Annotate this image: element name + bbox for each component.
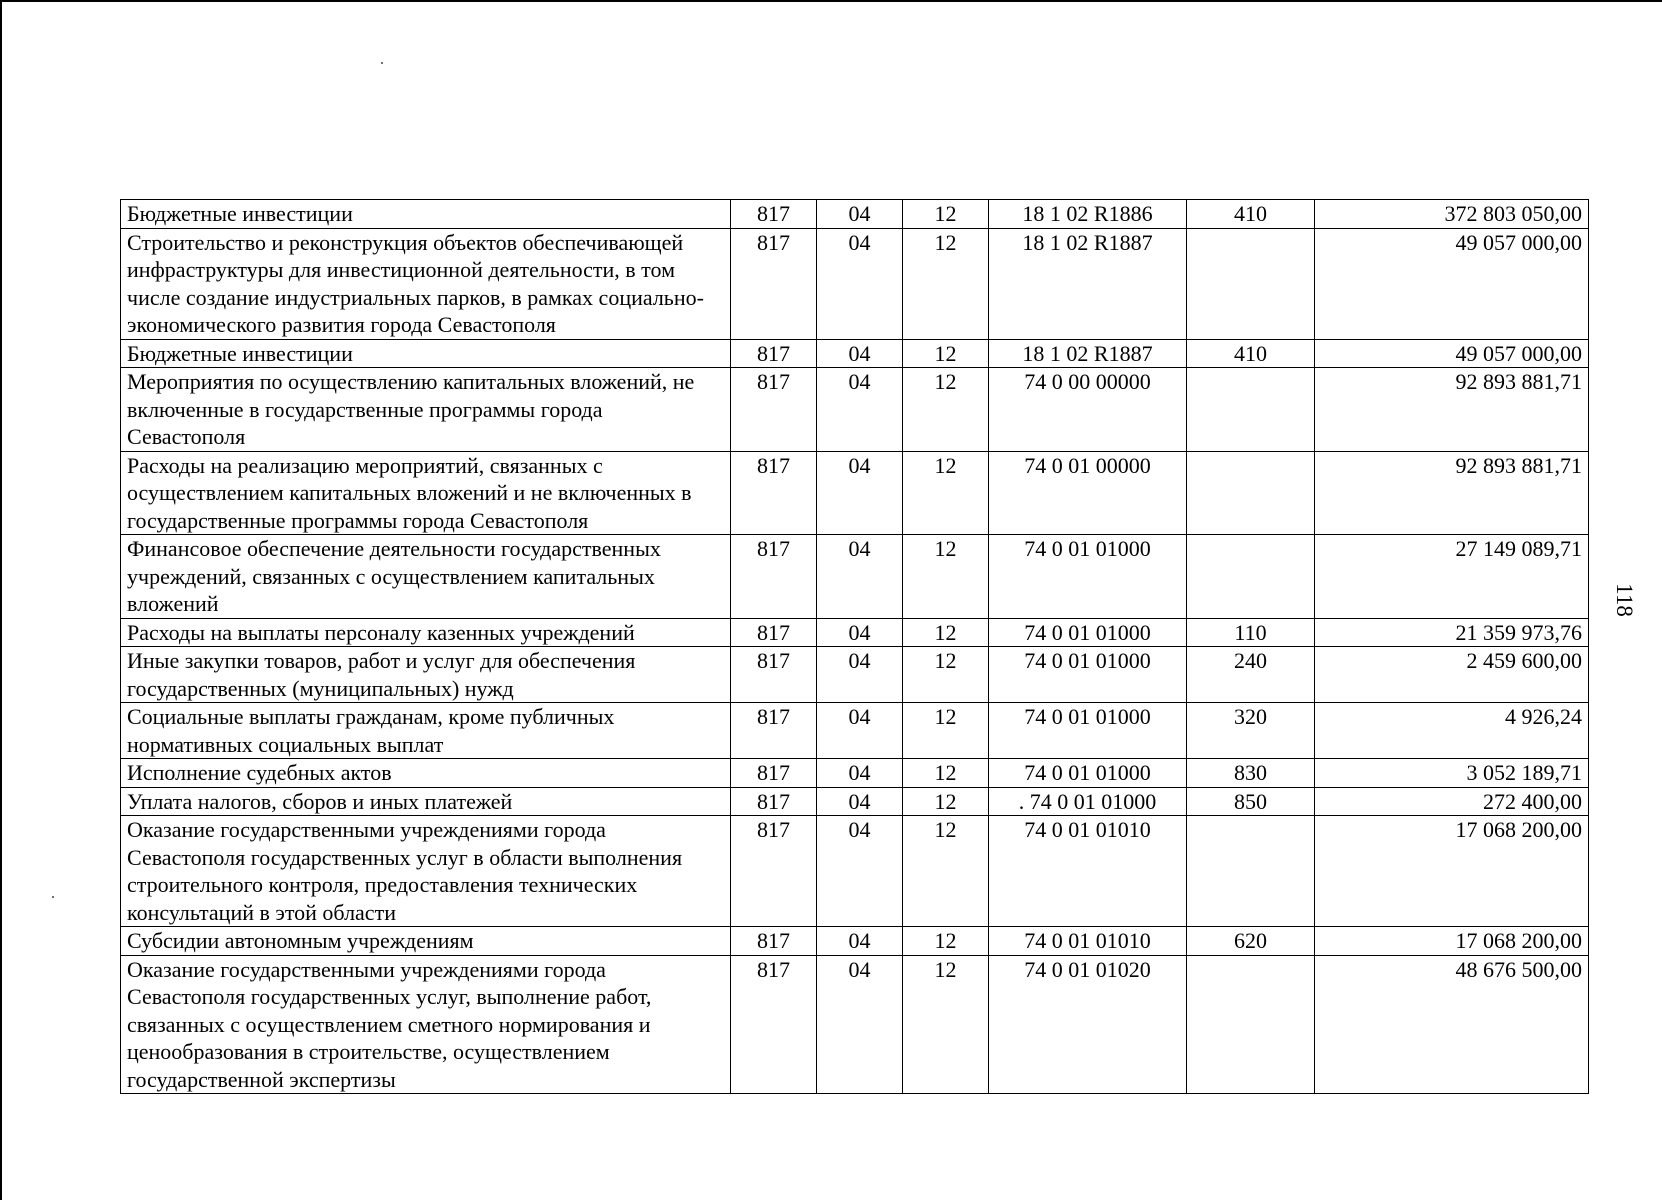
table-row: [121, 816, 1589, 927]
table-row: [121, 955, 1589, 1094]
amount-cell: 272 400,00: [1315, 787, 1589, 816]
ministry-code-cell: 817: [731, 339, 817, 368]
expense-name-cell: Субсидии автономным учреждениям: [121, 927, 731, 956]
expense-type-cell: 620: [1187, 927, 1315, 956]
expense-name-cell: Оказание государственными учреждениями города Севастополя государственных услуг в области выполнения строительного контроля, предоставления технических консультаций в этой области: [121, 816, 731, 927]
table-row: [121, 200, 1589, 229]
section-code-cell: 04: [817, 535, 903, 619]
section-code-cell: 04: [817, 451, 903, 535]
table-row: [121, 647, 1589, 703]
expense-name-cell: Иные закупки товаров, работ и услуг для обеспечения государственных (муниципальных) нужд: [121, 647, 731, 703]
scan-edge-left: [0, 0, 2, 1200]
subsection-code-cell: 12: [903, 816, 989, 927]
expense-type-cell: [1187, 228, 1315, 339]
section-code-cell: 04: [817, 200, 903, 229]
expense-type-cell: [1187, 535, 1315, 619]
section-code-cell: 04: [817, 759, 903, 788]
ministry-code-cell: 817: [731, 647, 817, 703]
ministry-code-cell: 817: [731, 955, 817, 1094]
target-article-cell: 74 0 01 01000: [989, 535, 1187, 619]
ministry-code-cell: 817: [731, 228, 817, 339]
scan-edge-top: [0, 0, 1662, 2]
amount-cell: 17 068 200,00: [1315, 927, 1589, 956]
expense-name-cell: Расходы на выплаты персоналу казенных учреждений: [121, 618, 731, 647]
table-row: [121, 451, 1589, 535]
subsection-code-cell: 12: [903, 647, 989, 703]
expense-type-cell: 320: [1187, 703, 1315, 759]
target-article-cell: . 74 0 01 01000: [989, 787, 1187, 816]
expense-type-cell: [1187, 368, 1315, 452]
expense-type-cell: 830: [1187, 759, 1315, 788]
table-row: [121, 339, 1589, 368]
expense-type-cell: 410: [1187, 200, 1315, 229]
amount-cell: 27 149 089,71: [1315, 535, 1589, 619]
section-code-cell: 04: [817, 339, 903, 368]
expense-type-cell: [1187, 955, 1315, 1094]
amount-cell: 2 459 600,00: [1315, 647, 1589, 703]
target-article-cell: 74 0 01 00000: [989, 451, 1187, 535]
target-article-cell: 74 0 01 01020: [989, 955, 1187, 1094]
subsection-code-cell: 12: [903, 228, 989, 339]
expense-type-cell: 110: [1187, 618, 1315, 647]
section-code-cell: 04: [817, 368, 903, 452]
section-code-cell: 04: [817, 647, 903, 703]
expense-name-cell: Исполнение судебных актов: [121, 759, 731, 788]
target-article-cell: 74 0 01 01010: [989, 816, 1187, 927]
subsection-code-cell: 12: [903, 339, 989, 368]
target-article-cell: 18 1 02 R1887: [989, 339, 1187, 368]
expense-type-cell: 240: [1187, 647, 1315, 703]
expense-name-cell: Оказание государственными учреждениями города Севастополя государственных услуг, выполнение работ, связанных с осуществлением сметного нормирования и ценообразования в строительстве, осуществлением государственной экспертизы: [121, 955, 731, 1094]
subsection-code-cell: 12: [903, 787, 989, 816]
section-code-cell: 04: [817, 703, 903, 759]
expense-name-cell: Уплата налогов, сборов и иных платежей: [121, 787, 731, 816]
scan-speck: [52, 896, 54, 898]
target-article-cell: 18 1 02 R1887: [989, 228, 1187, 339]
table-row: [121, 535, 1589, 619]
table-row: [121, 787, 1589, 816]
section-code-cell: 04: [817, 955, 903, 1094]
amount-cell: 49 057 000,00: [1315, 228, 1589, 339]
amount-cell: 4 926,24: [1315, 703, 1589, 759]
amount-cell: 372 803 050,00: [1315, 200, 1589, 229]
expense-type-cell: [1187, 451, 1315, 535]
section-code-cell: 04: [817, 787, 903, 816]
target-article-cell: 74 0 01 01010: [989, 927, 1187, 956]
expense-name-cell: Строительство и реконструкция объектов обеспечивающей инфраструктуры для инвестиционной деятельности, в том числе создание индустриальных парков, в рамках социально-экономического развития города Севастополя: [121, 228, 731, 339]
amount-cell: 17 068 200,00: [1315, 816, 1589, 927]
subsection-code-cell: 12: [903, 618, 989, 647]
ministry-code-cell: 817: [731, 368, 817, 452]
section-code-cell: 04: [817, 618, 903, 647]
ministry-code-cell: 817: [731, 703, 817, 759]
target-article-cell: 74 0 01 01000: [989, 703, 1187, 759]
target-article-cell: 74 0 01 01000: [989, 647, 1187, 703]
target-article-cell: 74 0 01 01000: [989, 759, 1187, 788]
target-article-cell: 74 0 01 01000: [989, 618, 1187, 647]
expense-name-cell: Бюджетные инвестиции: [121, 200, 731, 229]
budget-table-body: [121, 200, 1589, 1094]
table-row: [121, 759, 1589, 788]
target-article-cell: 74 0 00 00000: [989, 368, 1187, 452]
subsection-code-cell: 12: [903, 451, 989, 535]
expense-name-cell: Расходы на реализацию мероприятий, связанных с осуществлением капитальных вложений и не включенных в государственные программы города Севастополя: [121, 451, 731, 535]
expense-name-cell: Мероприятия по осуществлению капитальных вложений, не включенные в государственные программы города Севастополя: [121, 368, 731, 452]
section-code-cell: 04: [817, 228, 903, 339]
subsection-code-cell: 12: [903, 368, 989, 452]
amount-cell: 92 893 881,71: [1315, 451, 1589, 535]
table-row: [121, 703, 1589, 759]
table-row: [121, 618, 1589, 647]
expense-type-cell: [1187, 816, 1315, 927]
subsection-code-cell: 12: [903, 955, 989, 1094]
amount-cell: 92 893 881,71: [1315, 368, 1589, 452]
target-article-cell: 18 1 02 R1886: [989, 200, 1187, 229]
ministry-code-cell: 817: [731, 200, 817, 229]
table-row: [121, 368, 1589, 452]
scan-speck: [381, 62, 383, 64]
ministry-code-cell: 817: [731, 816, 817, 927]
expense-type-cell: 850: [1187, 787, 1315, 816]
subsection-code-cell: 12: [903, 759, 989, 788]
subsection-code-cell: 12: [903, 200, 989, 229]
subsection-code-cell: 12: [903, 703, 989, 759]
ministry-code-cell: 817: [731, 759, 817, 788]
subsection-code-cell: 12: [903, 535, 989, 619]
amount-cell: 48 676 500,00: [1315, 955, 1589, 1094]
expense-type-cell: 410: [1187, 339, 1315, 368]
amount-cell: 21 359 973,76: [1315, 618, 1589, 647]
section-code-cell: 04: [817, 927, 903, 956]
table-row: [121, 927, 1589, 956]
amount-cell: 3 052 189,71: [1315, 759, 1589, 788]
table-row: [121, 228, 1589, 339]
expense-name-cell: Социальные выплаты гражданам, кроме публичных нормативных социальных выплат: [121, 703, 731, 759]
ministry-code-cell: 817: [731, 618, 817, 647]
ministry-code-cell: 817: [731, 535, 817, 619]
ministry-code-cell: 817: [731, 927, 817, 956]
subsection-code-cell: 12: [903, 927, 989, 956]
budget-table: [120, 199, 1589, 1094]
amount-cell: 49 057 000,00: [1315, 339, 1589, 368]
ministry-code-cell: 817: [731, 787, 817, 816]
ministry-code-cell: 817: [731, 451, 817, 535]
expense-name-cell: Бюджетные инвестиции: [121, 339, 731, 368]
section-code-cell: 04: [817, 816, 903, 927]
page-number: 118: [1612, 583, 1637, 617]
expense-name-cell: Финансовое обеспечение деятельности государственных учреждений, связанных с осуществлением капитальных вложений: [121, 535, 731, 619]
